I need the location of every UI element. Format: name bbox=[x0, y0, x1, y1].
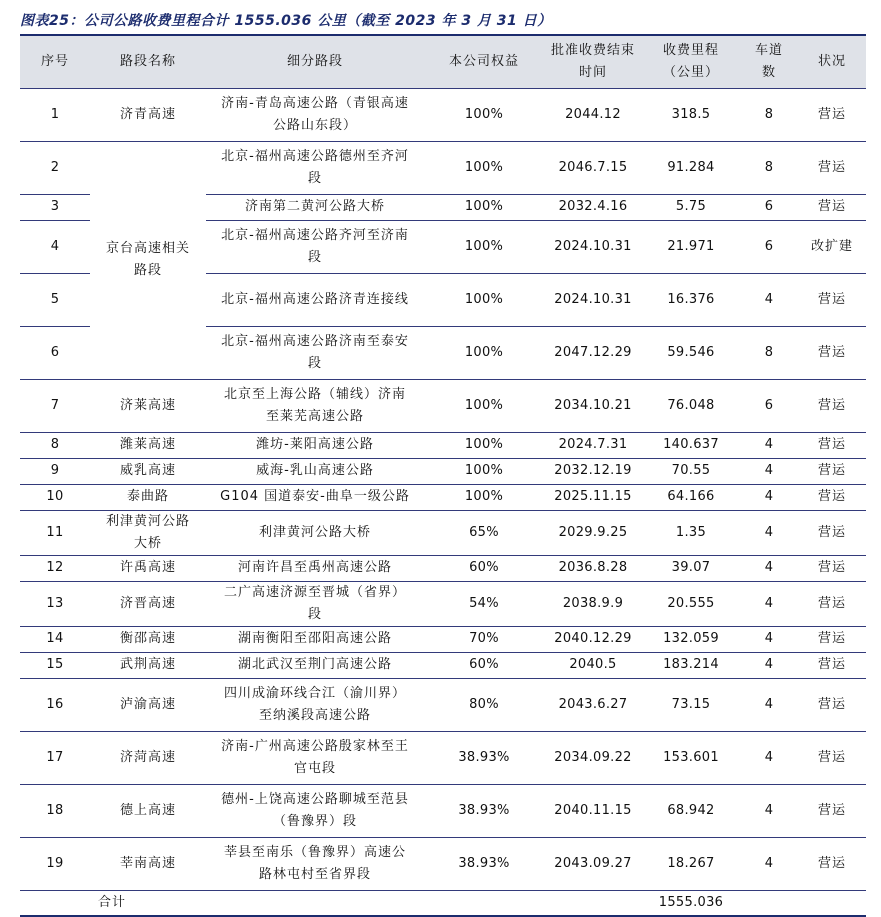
cell-no: 11 bbox=[20, 510, 90, 555]
cell-equity: 38.93% bbox=[424, 784, 544, 837]
cell-status: 营运 bbox=[798, 379, 866, 432]
cell-lanes: 8 bbox=[740, 141, 798, 194]
cell-end-time: 2040.5 bbox=[544, 652, 642, 678]
cell-section: 北京-福州高速公路德州至齐河段 bbox=[206, 141, 424, 194]
cell-road: 济菏高速 bbox=[90, 731, 206, 784]
cell-mileage: 70.55 bbox=[642, 458, 740, 484]
cell-status: 营运 bbox=[798, 510, 866, 555]
cell-no: 15 bbox=[20, 652, 90, 678]
cell-status: 营运 bbox=[798, 678, 866, 731]
table-body bbox=[20, 88, 866, 916]
table-row bbox=[20, 626, 866, 652]
cell-status: 改扩建 bbox=[798, 220, 866, 273]
cell-end-time: 2047.12.29 bbox=[544, 326, 642, 379]
cell-status: 营运 bbox=[798, 273, 866, 326]
total-mileage: 1555.036 bbox=[642, 890, 740, 916]
cell-equity: 65% bbox=[424, 510, 544, 555]
cell-end-time: 2040.12.29 bbox=[544, 626, 642, 652]
cell-no: 19 bbox=[20, 837, 90, 890]
cell-status: 营运 bbox=[798, 88, 866, 141]
cell-section: 利津黄河公路大桥 bbox=[206, 510, 424, 555]
cell-mileage: 39.07 bbox=[642, 555, 740, 581]
table-row bbox=[20, 88, 866, 141]
cell-end-time: 2043.6.27 bbox=[544, 678, 642, 731]
cell-mileage: 64.166 bbox=[642, 484, 740, 510]
cell-mileage: 140.637 bbox=[642, 432, 740, 458]
cell-status: 营运 bbox=[798, 141, 866, 194]
cell-section: 湖南衡阳至邵阳高速公路 bbox=[206, 626, 424, 652]
cell-section: 北京-福州高速公路齐河至济南段 bbox=[206, 220, 424, 273]
cell-mileage: 153.601 bbox=[642, 731, 740, 784]
cell-status: 营运 bbox=[798, 837, 866, 890]
table-row bbox=[20, 458, 866, 484]
cell-section: 河南许昌至禹州高速公路 bbox=[206, 555, 424, 581]
cell-equity: 38.93% bbox=[424, 731, 544, 784]
cell-no: 9 bbox=[20, 458, 90, 484]
cell-section: 威海-乳山高速公路 bbox=[206, 458, 424, 484]
cell-equity: 100% bbox=[424, 432, 544, 458]
cell-road: 德上高速 bbox=[90, 784, 206, 837]
cell-mileage: 5.75 bbox=[642, 194, 740, 220]
table-row bbox=[20, 652, 866, 678]
cell-road: 衡邵高速 bbox=[90, 626, 206, 652]
cell-equity: 70% bbox=[424, 626, 544, 652]
cell-equity: 100% bbox=[424, 484, 544, 510]
cell-equity: 54% bbox=[424, 581, 544, 626]
cell-lanes: 4 bbox=[740, 678, 798, 731]
cell-road: 莘南高速 bbox=[90, 837, 206, 890]
cell-lanes: 4 bbox=[740, 510, 798, 555]
cell-mileage: 18.267 bbox=[642, 837, 740, 890]
table-row bbox=[20, 141, 866, 194]
cell-equity: 100% bbox=[424, 326, 544, 379]
cell-section: 济南-广州高速公路殷家林至王官屯段 bbox=[206, 731, 424, 784]
header-row bbox=[20, 35, 866, 88]
cell-section: 北京至上海公路（辅线）济南至莱芜高速公路 bbox=[206, 379, 424, 432]
cell-no: 17 bbox=[20, 731, 90, 784]
cell-road: 潍莱高速 bbox=[90, 432, 206, 458]
cell-equity: 100% bbox=[424, 458, 544, 484]
table-title: 图表25：公司公路收费里程合计 1555.036 公里（截至 2023 年 3 月 31 日） bbox=[20, 13, 552, 29]
cell-no: 13 bbox=[20, 581, 90, 626]
cell-end-time: 2024.10.31 bbox=[544, 273, 642, 326]
cell-end-time: 2025.11.15 bbox=[544, 484, 642, 510]
cell-no: 10 bbox=[20, 484, 90, 510]
cell-road: 武荆高速 bbox=[90, 652, 206, 678]
cell-lanes: 6 bbox=[740, 220, 798, 273]
cell-mileage: 20.555 bbox=[642, 581, 740, 626]
total-label: 合计 bbox=[20, 890, 642, 916]
cell-mileage: 76.048 bbox=[642, 379, 740, 432]
cell-equity: 100% bbox=[424, 141, 544, 194]
cell-equity: 60% bbox=[424, 652, 544, 678]
total-row bbox=[20, 890, 866, 916]
cell-no: 18 bbox=[20, 784, 90, 837]
cell-no: 3 bbox=[20, 194, 90, 220]
cell-lanes: 4 bbox=[740, 458, 798, 484]
cell-end-time: 2034.09.22 bbox=[544, 731, 642, 784]
cell-mileage: 68.942 bbox=[642, 784, 740, 837]
cell-status: 营运 bbox=[798, 484, 866, 510]
cell-section: 北京-福州高速公路济南至泰安段 bbox=[206, 326, 424, 379]
cell-end-time: 2040.11.15 bbox=[544, 784, 642, 837]
cell-end-time: 2029.9.25 bbox=[544, 510, 642, 555]
cell-section: 莘县至南乐（鲁豫界）高速公路林屯村至省界段 bbox=[206, 837, 424, 890]
header-mileage: 收费里程（公里） bbox=[642, 35, 740, 88]
cell-no: 16 bbox=[20, 678, 90, 731]
table-row bbox=[20, 510, 866, 555]
cell-equity: 100% bbox=[424, 194, 544, 220]
cell-lanes: 6 bbox=[740, 379, 798, 432]
cell-status: 营运 bbox=[798, 458, 866, 484]
cell-end-time: 2043.09.27 bbox=[544, 837, 642, 890]
cell-status: 营运 bbox=[798, 326, 866, 379]
cell-lanes: 4 bbox=[740, 273, 798, 326]
cell-equity: 100% bbox=[424, 273, 544, 326]
cell-lanes: 6 bbox=[740, 194, 798, 220]
cell-status: 营运 bbox=[798, 581, 866, 626]
cell-status: 营运 bbox=[798, 652, 866, 678]
cell-road: 京台高速相关路段 bbox=[90, 141, 206, 379]
cell-lanes: 8 bbox=[740, 326, 798, 379]
header-equity: 本公司权益 bbox=[424, 35, 544, 88]
table-row bbox=[20, 555, 866, 581]
cell-no: 7 bbox=[20, 379, 90, 432]
cell-road: 利津黄河公路大桥 bbox=[90, 510, 206, 555]
header-lanes: 车道数 bbox=[740, 35, 798, 88]
cell-section: 济南-青岛高速公路（青银高速公路山东段） bbox=[206, 88, 424, 141]
toll-road-table bbox=[20, 34, 866, 917]
cell-no: 12 bbox=[20, 555, 90, 581]
cell-end-time: 2032.4.16 bbox=[544, 194, 642, 220]
cell-mileage: 73.15 bbox=[642, 678, 740, 731]
cell-lanes: 4 bbox=[740, 731, 798, 784]
cell-no: 5 bbox=[20, 273, 90, 326]
cell-status: 营运 bbox=[798, 626, 866, 652]
table-row bbox=[20, 678, 866, 731]
cell-no: 4 bbox=[20, 220, 90, 273]
cell-no: 1 bbox=[20, 88, 90, 141]
cell-section: 湖北武汉至荆门高速公路 bbox=[206, 652, 424, 678]
cell-status: 营运 bbox=[798, 731, 866, 784]
table-row bbox=[20, 379, 866, 432]
cell-end-time: 2044.12 bbox=[544, 88, 642, 141]
table-row bbox=[20, 784, 866, 837]
cell-lanes: 4 bbox=[740, 484, 798, 510]
cell-mileage: 16.376 bbox=[642, 273, 740, 326]
cell-mileage: 59.546 bbox=[642, 326, 740, 379]
cell-lanes: 4 bbox=[740, 652, 798, 678]
table-row bbox=[20, 484, 866, 510]
cell-equity: 100% bbox=[424, 220, 544, 273]
cell-road: 济青高速 bbox=[90, 88, 206, 141]
cell-road: 威乳高速 bbox=[90, 458, 206, 484]
cell-no: 2 bbox=[20, 141, 90, 194]
cell-end-time: 2024.7.31 bbox=[544, 432, 642, 458]
cell-equity: 100% bbox=[424, 88, 544, 141]
cell-no: 8 bbox=[20, 432, 90, 458]
table-row bbox=[20, 731, 866, 784]
cell-status: 营运 bbox=[798, 784, 866, 837]
cell-status: 营运 bbox=[798, 194, 866, 220]
table-row bbox=[20, 837, 866, 890]
cell-equity: 100% bbox=[424, 379, 544, 432]
cell-section: 二广高速济源至晋城（省界）段 bbox=[206, 581, 424, 626]
cell-road: 许禹高速 bbox=[90, 555, 206, 581]
cell-lanes: 4 bbox=[740, 837, 798, 890]
cell-end-time: 2038.9.9 bbox=[544, 581, 642, 626]
cell-section: G104 国道泰安-曲阜一级公路 bbox=[206, 484, 424, 510]
cell-equity: 80% bbox=[424, 678, 544, 731]
cell-no: 6 bbox=[20, 326, 90, 379]
cell-mileage: 1.35 bbox=[642, 510, 740, 555]
cell-end-time: 2036.8.28 bbox=[544, 555, 642, 581]
cell-section: 济南第二黄河公路大桥 bbox=[206, 194, 424, 220]
cell-end-time: 2046.7.15 bbox=[544, 141, 642, 194]
cell-section: 潍坊-莱阳高速公路 bbox=[206, 432, 424, 458]
cell-mileage: 21.971 bbox=[642, 220, 740, 273]
table-row bbox=[20, 581, 866, 626]
cell-lanes: 4 bbox=[740, 581, 798, 626]
table-row bbox=[20, 432, 866, 458]
cell-lanes: 4 bbox=[740, 432, 798, 458]
header-road: 路段名称 bbox=[90, 35, 206, 88]
cell-end-time: 2032.12.19 bbox=[544, 458, 642, 484]
header-status: 状况 bbox=[798, 35, 866, 88]
cell-section: 四川成渝环线合江（渝川界）至纳溪段高速公路 bbox=[206, 678, 424, 731]
cell-section: 北京-福州高速公路济青连接线 bbox=[206, 273, 424, 326]
cell-road: 济晋高速 bbox=[90, 581, 206, 626]
cell-section: 德州-上饶高速公路聊城至范县（鲁豫界）段 bbox=[206, 784, 424, 837]
cell-end-time: 2024.10.31 bbox=[544, 220, 642, 273]
header-section: 细分路段 bbox=[206, 35, 424, 88]
cell-lanes: 4 bbox=[740, 784, 798, 837]
cell-lanes: 4 bbox=[740, 626, 798, 652]
cell-mileage: 318.5 bbox=[642, 88, 740, 141]
cell-equity: 38.93% bbox=[424, 837, 544, 890]
cell-mileage: 183.214 bbox=[642, 652, 740, 678]
cell-equity: 60% bbox=[424, 555, 544, 581]
cell-end-time: 2034.10.21 bbox=[544, 379, 642, 432]
cell-road: 济莱高速 bbox=[90, 379, 206, 432]
cell-lanes: 4 bbox=[740, 555, 798, 581]
cell-lanes: 8 bbox=[740, 88, 798, 141]
cell-road: 泰曲路 bbox=[90, 484, 206, 510]
cell-no: 14 bbox=[20, 626, 90, 652]
cell-mileage: 91.284 bbox=[642, 141, 740, 194]
cell-status: 营运 bbox=[798, 432, 866, 458]
cell-status: 营运 bbox=[798, 555, 866, 581]
total-empty bbox=[740, 890, 866, 916]
cell-mileage: 132.059 bbox=[642, 626, 740, 652]
header-end-time: 批准收费结束时间 bbox=[544, 35, 642, 88]
header-no: 序号 bbox=[20, 35, 90, 88]
cell-road: 泸渝高速 bbox=[90, 678, 206, 731]
